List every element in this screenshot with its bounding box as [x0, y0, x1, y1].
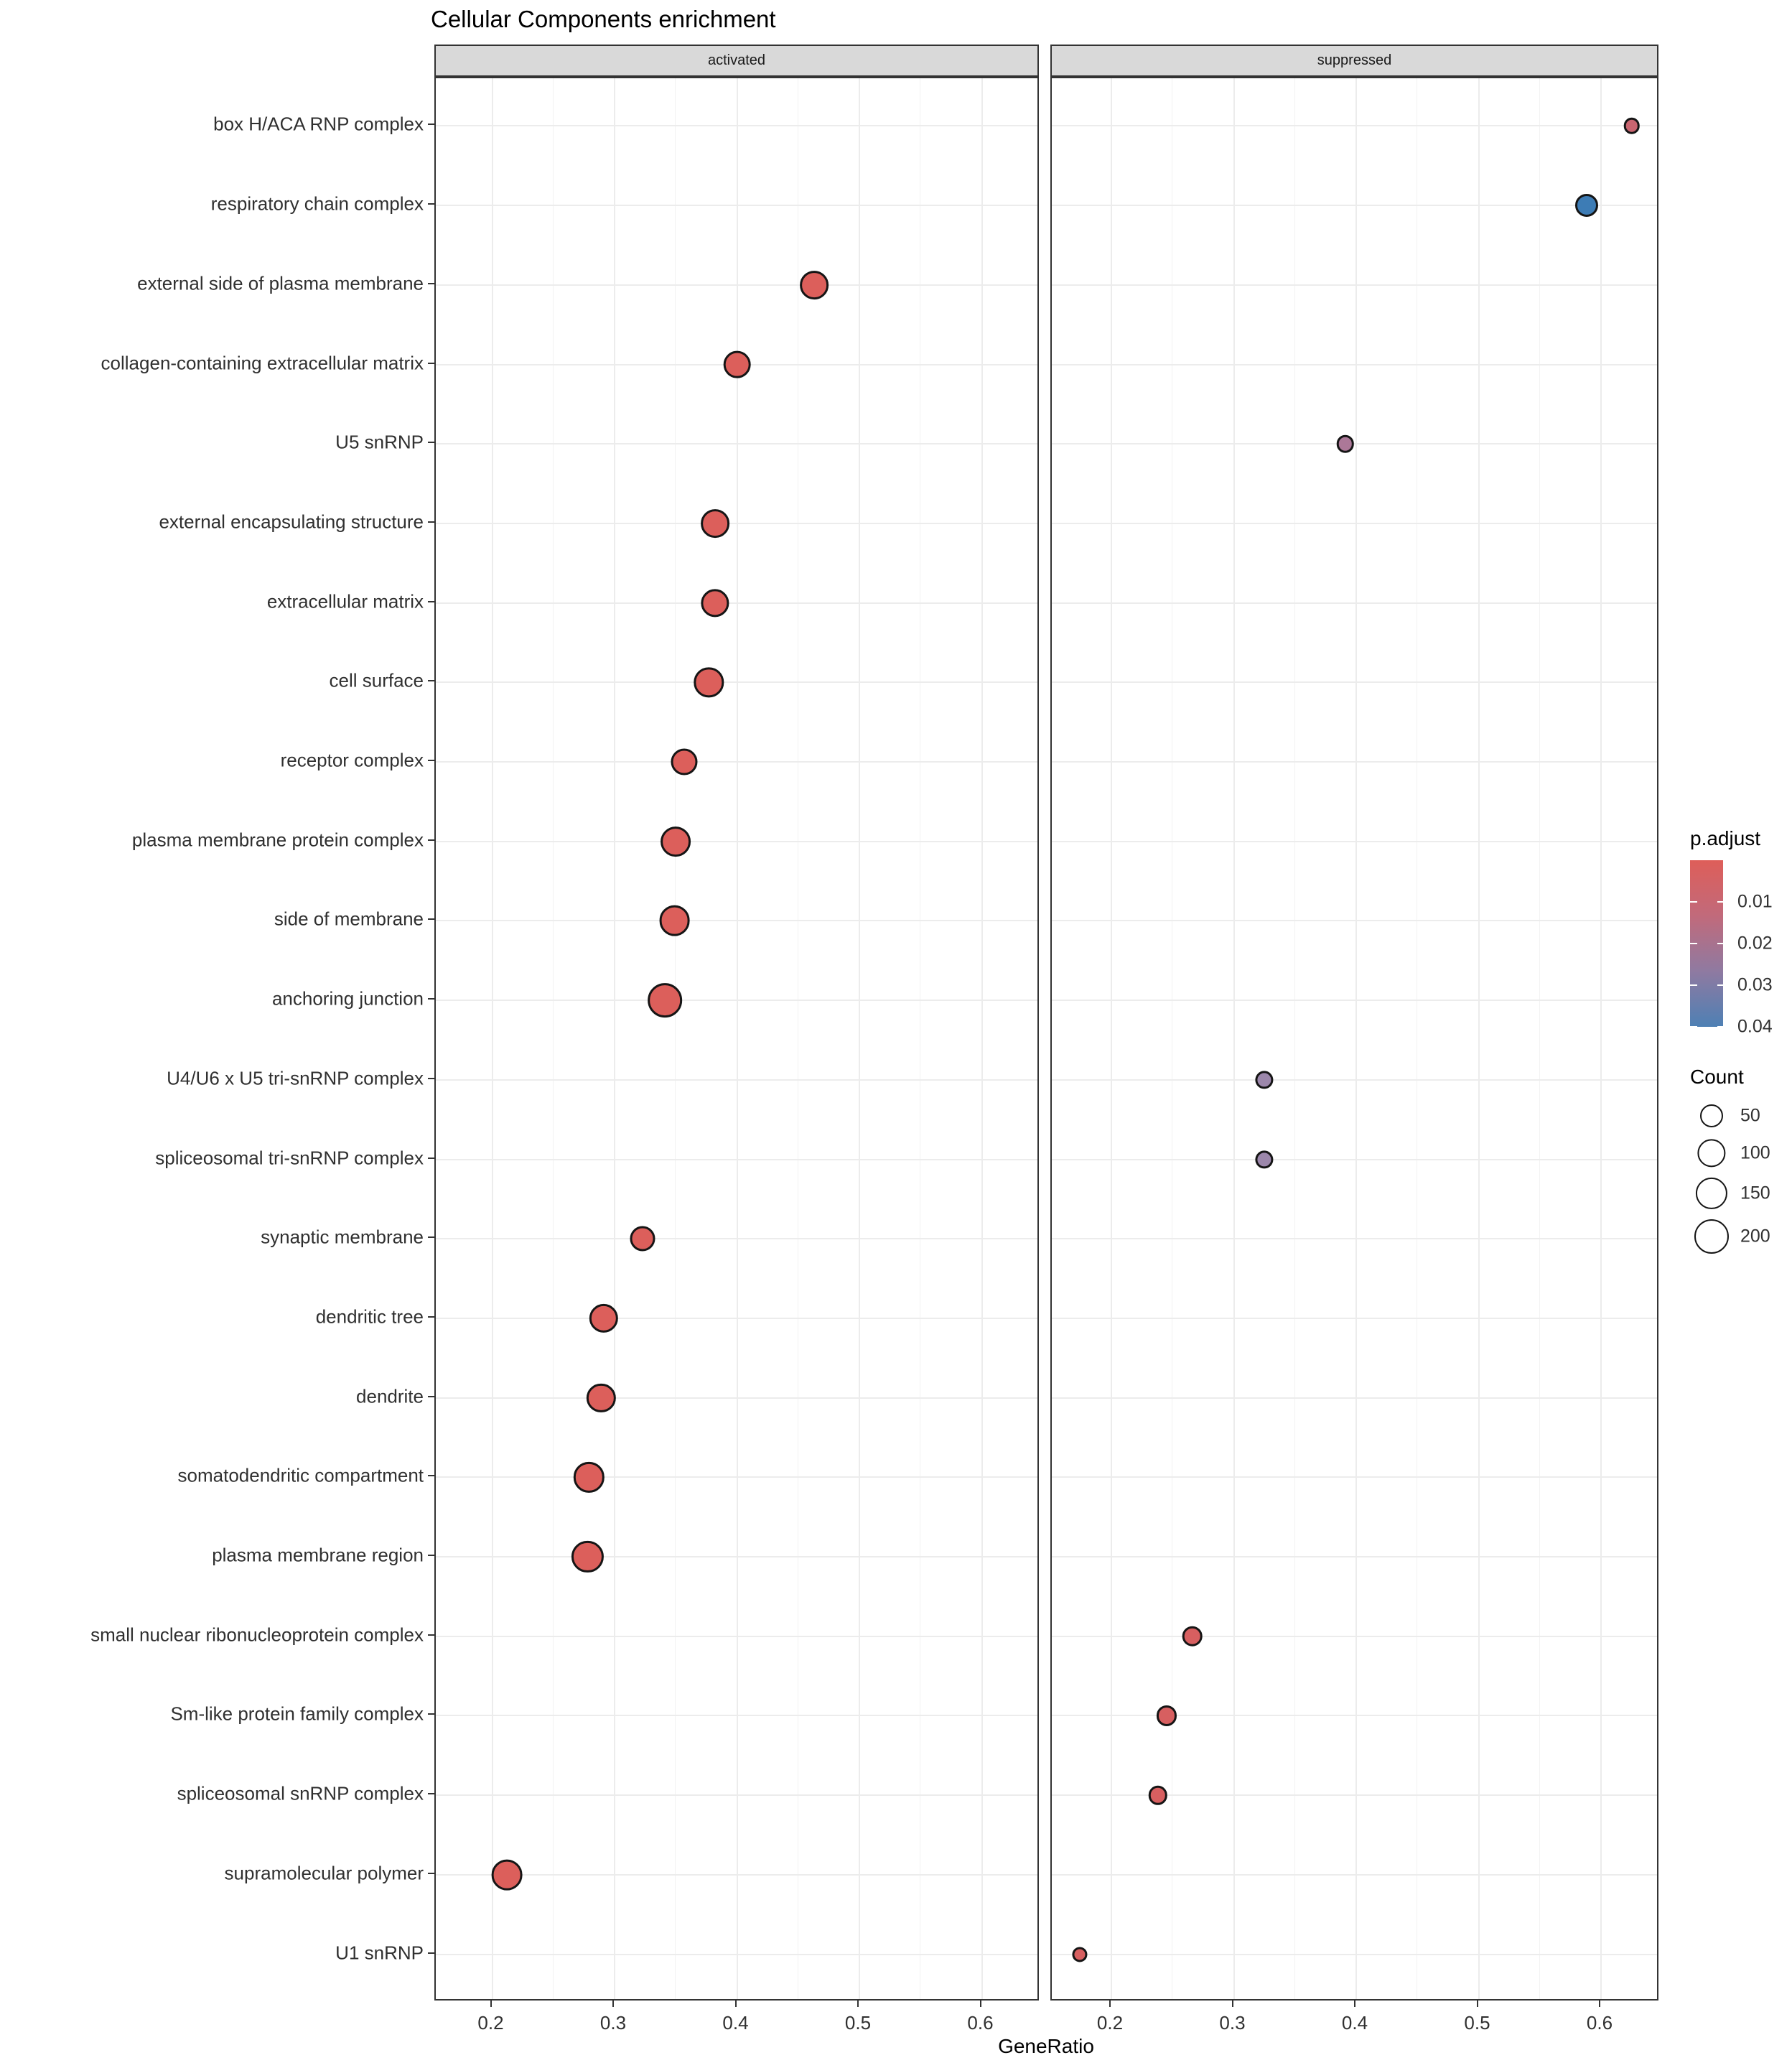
gridline-horizontal [1052, 1238, 1657, 1239]
y-axis-category-label: collagen-containing extracellular matrix [101, 352, 424, 374]
colorbar-tick [1717, 901, 1725, 903]
y-axis-tick [428, 1793, 434, 1794]
x-axis-tick-label: 0.5 [844, 2012, 872, 2034]
y-axis-category-label: supramolecular polymer [224, 1862, 424, 1884]
gridline-vertical [1111, 78, 1112, 1999]
gridline-horizontal [436, 1794, 1037, 1796]
x-axis-tick [857, 2001, 859, 2007]
y-axis-tick [428, 1475, 434, 1476]
data-point [1157, 1705, 1177, 1725]
y-axis-category-label: box H/ACA RNP complex [213, 113, 424, 135]
y-axis-tick [428, 363, 434, 364]
gridline-horizontal [436, 443, 1037, 444]
colorbar-tick-label: 0.02 [1737, 933, 1773, 954]
data-point [1072, 1947, 1087, 1962]
gridline-horizontal [436, 920, 1037, 921]
gridline-vertical [675, 78, 676, 1999]
gridline-horizontal [1052, 1715, 1657, 1716]
data-point [1256, 1071, 1274, 1089]
gridline-vertical [1233, 78, 1235, 1999]
colorbar-tick-label: 0.03 [1737, 974, 1773, 995]
count-legend-label: 150 [1740, 1183, 1770, 1203]
gridline-horizontal [436, 1715, 1037, 1716]
x-axis-tick-label: 0.5 [1464, 2012, 1490, 2034]
colorbar-tick-label: 0.01 [1737, 891, 1773, 912]
gridline-horizontal [1052, 602, 1657, 604]
data-point [574, 1462, 604, 1492]
y-axis-category-label: side of membrane [274, 908, 424, 930]
gridline-vertical [1539, 78, 1540, 1999]
y-axis-category-label: dendrite [356, 1385, 424, 1407]
facet-strip-activated [434, 45, 1039, 77]
y-axis-category-label: external encapsulating structure [159, 511, 424, 533]
gridline-horizontal [436, 1079, 1037, 1081]
gridline-horizontal [436, 1397, 1037, 1399]
data-point [1182, 1626, 1203, 1647]
x-axis-tick-label: 0.4 [722, 2012, 749, 2034]
x-axis-tick-label: 0.6 [1586, 2012, 1613, 2034]
gridline-horizontal [1052, 681, 1657, 683]
colorbar-tick [1717, 943, 1725, 944]
data-point [661, 826, 691, 857]
data-point [723, 350, 751, 378]
gridline-horizontal [436, 1476, 1037, 1478]
colorbar-tick [1690, 1026, 1697, 1028]
gridline-horizontal [1052, 125, 1657, 126]
data-point [659, 905, 690, 936]
x-axis-tick-label: 0.4 [1341, 2012, 1368, 2034]
gridline-horizontal [1052, 920, 1657, 921]
count-legend-circle [1700, 1104, 1723, 1127]
gridline-horizontal [1052, 1318, 1657, 1319]
data-point [492, 1859, 523, 1890]
count-legend-circle [1696, 1178, 1727, 1209]
y-axis-tick [428, 1555, 434, 1556]
data-point [1623, 118, 1640, 134]
y-axis-tick [428, 839, 434, 841]
gridline-horizontal [436, 1318, 1037, 1319]
gridline-horizontal [1052, 284, 1657, 286]
y-axis-tick [428, 1316, 434, 1318]
y-axis-category-label: plasma membrane region [212, 1544, 424, 1566]
y-axis-tick [428, 442, 434, 443]
y-axis-tick [428, 760, 434, 761]
count-legend-circle [1694, 1219, 1729, 1254]
gridline-horizontal [1052, 1159, 1657, 1160]
gridline-horizontal [1052, 1397, 1657, 1399]
gridline-horizontal [436, 602, 1037, 604]
data-point [1575, 194, 1598, 217]
y-axis-tick [428, 601, 434, 602]
data-point [671, 749, 698, 776]
y-axis-category-label: external side of plasma membrane [137, 272, 424, 294]
y-axis-category-label: U5 snRNP [335, 431, 424, 453]
y-axis-tick [428, 124, 434, 125]
colorbar-tick [1690, 901, 1697, 903]
gridline-horizontal [1052, 1476, 1657, 1478]
data-point [571, 1541, 603, 1573]
gridline-horizontal [1052, 841, 1657, 842]
y-axis-category-label: somatodendritic compartment [177, 1464, 424, 1486]
gridline-horizontal [436, 1874, 1037, 1876]
y-axis-tick [428, 521, 434, 523]
y-axis-tick [428, 1713, 434, 1715]
y-axis-category-label: dendritic tree [315, 1305, 424, 1328]
gridline-horizontal [436, 205, 1037, 206]
y-axis-tick [428, 283, 434, 284]
x-axis-title: GeneRatio [998, 2035, 1094, 2057]
gridline-horizontal [1052, 1000, 1657, 1001]
data-point [1256, 1150, 1274, 1168]
data-point [1336, 435, 1353, 452]
x-axis-tick [1232, 2001, 1233, 2007]
y-axis-tick [428, 1873, 434, 1874]
plot-panel-suppressed [1050, 77, 1658, 2001]
data-point [701, 509, 729, 538]
gridline-horizontal [436, 841, 1037, 842]
y-axis-tick [428, 1396, 434, 1397]
x-axis-tick [1477, 2001, 1478, 2007]
y-axis-tick [428, 1634, 434, 1636]
y-axis-tick [428, 203, 434, 205]
gridline-horizontal [1052, 1636, 1657, 1637]
x-axis-tick-label: 0.2 [1096, 2012, 1124, 2034]
gridline-horizontal [436, 1000, 1037, 1001]
x-axis-tick [1599, 2001, 1600, 2007]
facet-strip-suppressed [1050, 45, 1658, 77]
x-axis-tick [735, 2001, 737, 2007]
gridline-vertical [614, 78, 615, 1999]
gridline-vertical [1355, 78, 1357, 1999]
y-axis-category-label: extracellular matrix [266, 590, 424, 613]
gridline-vertical [553, 78, 554, 1999]
y-axis-tick [428, 1158, 434, 1159]
y-axis-tick [428, 998, 434, 1000]
data-point [587, 1383, 615, 1412]
facet-strip-activated-label: activated [707, 52, 766, 68]
colorbar-tick [1690, 984, 1697, 986]
x-axis-tick [490, 2001, 492, 2007]
gridline-horizontal [1052, 523, 1657, 524]
color-legend-title: p.adjust [1690, 827, 1761, 849]
gridline-horizontal [436, 1636, 1037, 1637]
x-axis-tick-label: 0.6 [967, 2012, 994, 2034]
gridline-vertical [1600, 78, 1602, 1999]
gridline-horizontal [1052, 1954, 1657, 1955]
gridline-horizontal [1052, 1794, 1657, 1796]
data-point [701, 589, 729, 617]
gridline-vertical [859, 78, 860, 1999]
data-point [648, 983, 682, 1017]
gridline-horizontal [1052, 443, 1657, 444]
x-axis-tick-label: 0.2 [477, 2012, 504, 2034]
gridline-horizontal [1052, 364, 1657, 365]
data-point [1149, 1786, 1167, 1804]
gridline-horizontal [1052, 761, 1657, 763]
gridline-horizontal [436, 681, 1037, 683]
gridline-horizontal [436, 1954, 1037, 1955]
y-axis-category-label: Sm-like protein family complex [170, 1703, 424, 1725]
y-axis-tick [428, 680, 434, 681]
x-axis-tick [1109, 2001, 1111, 2007]
size-legend-title: Count [1690, 1066, 1744, 1088]
chart-title: Cellular Components enrichment [431, 6, 776, 32]
plot-panel-activated [434, 77, 1039, 2001]
gridline-horizontal [436, 1556, 1037, 1557]
gridline-horizontal [436, 125, 1037, 126]
gridline-horizontal [436, 1238, 1037, 1239]
y-axis-tick [428, 918, 434, 920]
gridline-horizontal [1052, 1556, 1657, 1557]
y-axis-tick [428, 1952, 434, 1954]
y-axis-tick [428, 1078, 434, 1079]
y-axis-category-label: U4/U6 x U5 tri-snRNP complex [167, 1067, 424, 1089]
colorbar-tick [1717, 1026, 1725, 1028]
data-point [694, 668, 724, 697]
colorbar-tick-label: 0.04 [1737, 1016, 1773, 1037]
y-axis-category-label: U1 snRNP [335, 1942, 424, 1964]
gridline-vertical [492, 78, 493, 1999]
gridline-horizontal [436, 523, 1037, 524]
data-point [630, 1226, 655, 1252]
data-point [800, 271, 829, 299]
y-axis-category-label: anchoring junction [271, 987, 424, 1010]
gridline-horizontal [1052, 1079, 1657, 1081]
x-axis-tick-label: 0.3 [599, 2012, 627, 2034]
gridline-horizontal [1052, 1874, 1657, 1876]
count-legend-label: 100 [1740, 1142, 1770, 1163]
gridline-horizontal [436, 761, 1037, 763]
gridline-horizontal [436, 284, 1037, 286]
gridline-horizontal [1052, 205, 1657, 206]
y-axis-category-label: small nuclear ribonucleoprotein complex [90, 1624, 424, 1646]
gridline-vertical [981, 78, 983, 1999]
count-legend-label: 200 [1740, 1226, 1770, 1247]
x-axis-tick-label: 0.3 [1219, 2012, 1246, 2034]
gridline-vertical [1294, 78, 1295, 1999]
x-axis-tick [1354, 2001, 1355, 2007]
y-axis-category-label: receptor complex [280, 749, 424, 771]
gridline-horizontal [436, 1159, 1037, 1160]
colorbar-tick [1717, 984, 1725, 986]
count-legend-circle [1697, 1139, 1725, 1167]
gridline-vertical [1478, 78, 1480, 1999]
x-axis-tick [612, 2001, 614, 2007]
colorbar-tick [1690, 943, 1697, 944]
y-axis-category-label: respiratory chain complex [210, 192, 424, 215]
y-axis-category-label: synaptic membrane [261, 1226, 424, 1248]
y-axis-category-label: plasma membrane protein complex [131, 829, 424, 851]
y-axis-category-label: cell surface [329, 669, 424, 691]
y-axis-category-label: spliceosomal snRNP complex [177, 1782, 424, 1804]
x-axis-tick [980, 2001, 981, 2007]
facet-strip-suppressed-label: suppressed [1317, 52, 1392, 68]
y-axis-category-label: spliceosomal tri-snRNP complex [155, 1147, 424, 1169]
y-axis-tick [428, 1236, 434, 1238]
count-legend-label: 50 [1740, 1105, 1760, 1126]
